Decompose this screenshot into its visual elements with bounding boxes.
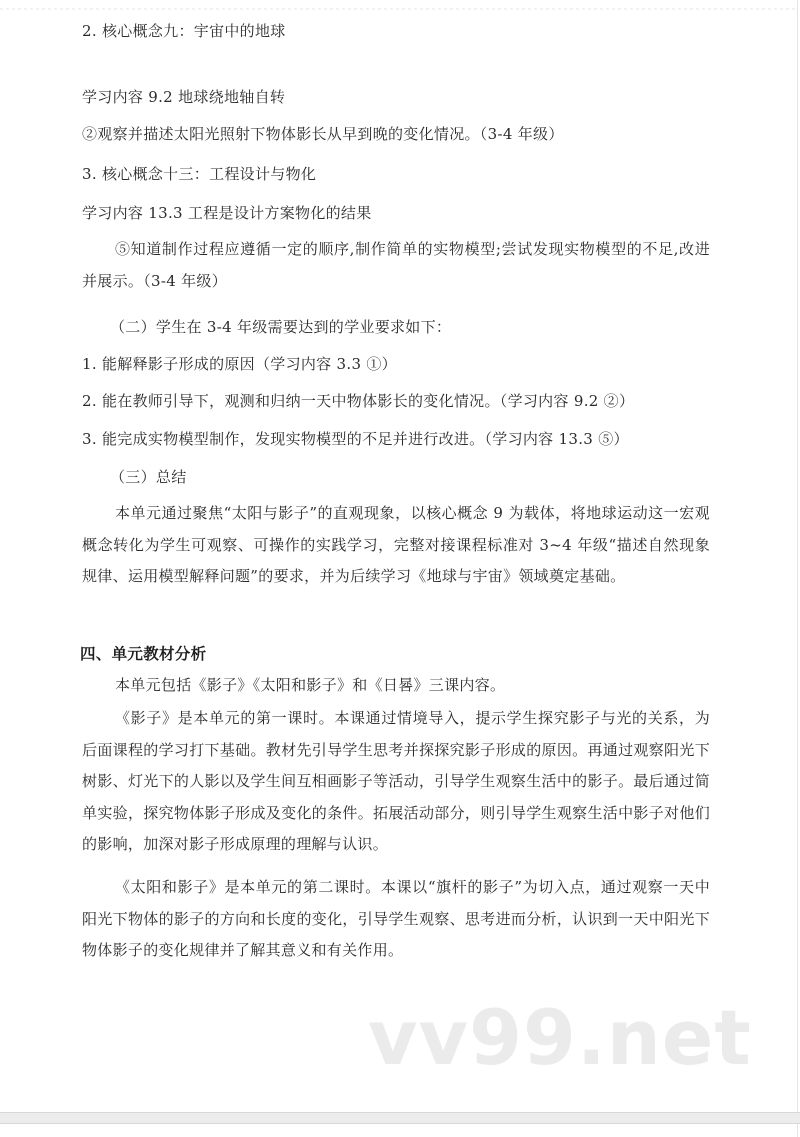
learning-content-9-2: 学习内容 9.2 地球绕地轴自转 [82, 88, 286, 106]
section-3-title: （三）总结 [110, 468, 187, 486]
requirement-1: 1. 能解释影子形成的原因（学习内容 3.3 ①） [82, 355, 397, 373]
unit-intro: 本单元包括《影子》《太阳和影子》和《日晷》三课内容。 [115, 676, 506, 694]
next-page-edge [0, 1124, 798, 1137]
lesson-2-paragraph: 《太阳和影子》是本单元的第二课时。本课以“旗杆的影子”为切入点，通过观察一天中阳光下物体的影子的方向和长度的变化，引导学生观察、思考进而分析，认识到一天中阳光下物体影子的变化规律并了解其意义和有关作用。 [82, 878, 710, 959]
lesson-1-paragraph: 《影子》是本单元的第一课时。本课通过情境导入，提示学生探究影子与光的关系，为后面课程的学习打下基础。教材先引导学生思考并探探究影子形成的原因。再通过观察阳光下树影、灯光下的人影以及学生间互相画影子等活动，引导学生观察生活中的影子。最后通过简单实验，探究物体影子形成及变化的条件。拓展活动部分，则引导学生观察生活中影子对他们的影响，加深对影子形成原理的理解与认识。 [82, 709, 710, 853]
learning-item-5-paragraph: ⑤知道制作过程应遵循一定的顺序,制作简单的实物模型;尝试发现实物模型的不足,改进并展示。（3-4 年级） [82, 240, 710, 290]
section-2-title: （二）学生在 3-4 年级需要达到的学业要求如下： [110, 318, 452, 336]
core-concept-9-title: 2. 核心概念九：宇宙中的地球 [82, 22, 286, 40]
learning-content-13-3: 学习内容 13.3 工程是设计方案物化的结果 [82, 204, 372, 222]
requirement-3: 3. 能完成实物模型制作，发现实物模型的不足并进行改进。（学习内容 13.3 ⑤） [82, 430, 629, 448]
learning-item-2: ②观察并描述太阳光照射下物体影长从早到晚的变化情况。（3-4 年级） [82, 125, 564, 143]
summary-paragraph: 本单元通过聚焦“太阳与影子”的直观现象，以核心概念 9 为载体，将地球运动这一宏观概念转化为学生可观察、可操作的实践学习，完整对接课程标准对 3~4 年级“描述自然现象规律、运用模型解释问题”的要求，并为后续学习《地球与宇宙》领域奠定基础。 [82, 504, 710, 585]
page-separator [0, 1112, 800, 1124]
page-top-edge [0, 8, 797, 10]
section-4-heading: 四、单元教材分析 [80, 645, 207, 663]
requirement-2: 2. 能在教师引导下，观测和归纳一天中物体影长的变化情况。（学习内容 9.2 ②） [82, 392, 635, 410]
core-concept-13-title: 3. 核心概念十三：工程设计与物化 [82, 165, 317, 183]
watermark: vv99.net [368, 993, 752, 1082]
